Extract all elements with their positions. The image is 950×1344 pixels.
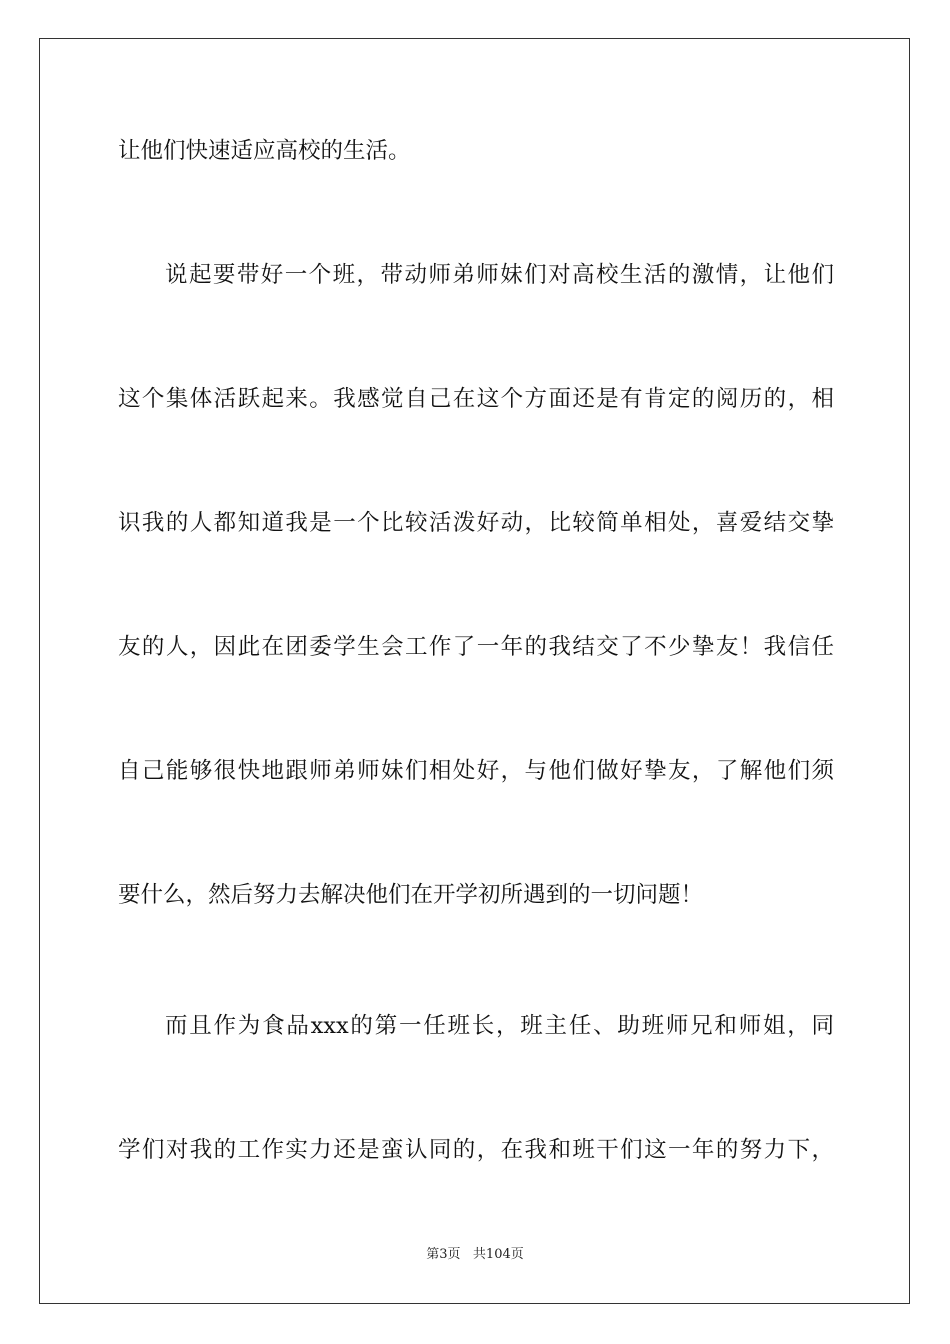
text-line-7: 要什么，然后努力去解决他们在开学初所遇到的一切问题！ [118,882,704,908]
page-border [39,38,910,1304]
page-number-footer: 第3页 共104页 [426,1247,524,1262]
text-line-3: 这个集体活跃起来。我感觉自己在这个方面还是有肯定的阅历的，相 [118,386,834,412]
text-line-2: 说起要带好一个班，带动师弟师妹们对高校生活的激情，让他们 [165,262,834,288]
text-line-8: 而且作为食品xxx的第一任班长，班主任、助班师兄和师姐，同 [165,1013,834,1039]
text-line-9: 学们对我的工作实力还是蛮认同的，在我和班干们这一年的努力下， [118,1137,834,1163]
text-line-6: 自己能够很快地跟师弟师妹们相处好，与他们做好挚友，了解他们须 [118,758,834,784]
text-line-4: 识我的人都知道我是一个比较活泼好动，比较简单相处，喜爱结交挚 [118,510,834,536]
text-line-1: 让他们快速适应高校的生活。 [118,138,411,164]
text-line-5: 友的人，因此在团委学生会工作了一年的我结交了不少挚友！我信任 [118,634,834,660]
